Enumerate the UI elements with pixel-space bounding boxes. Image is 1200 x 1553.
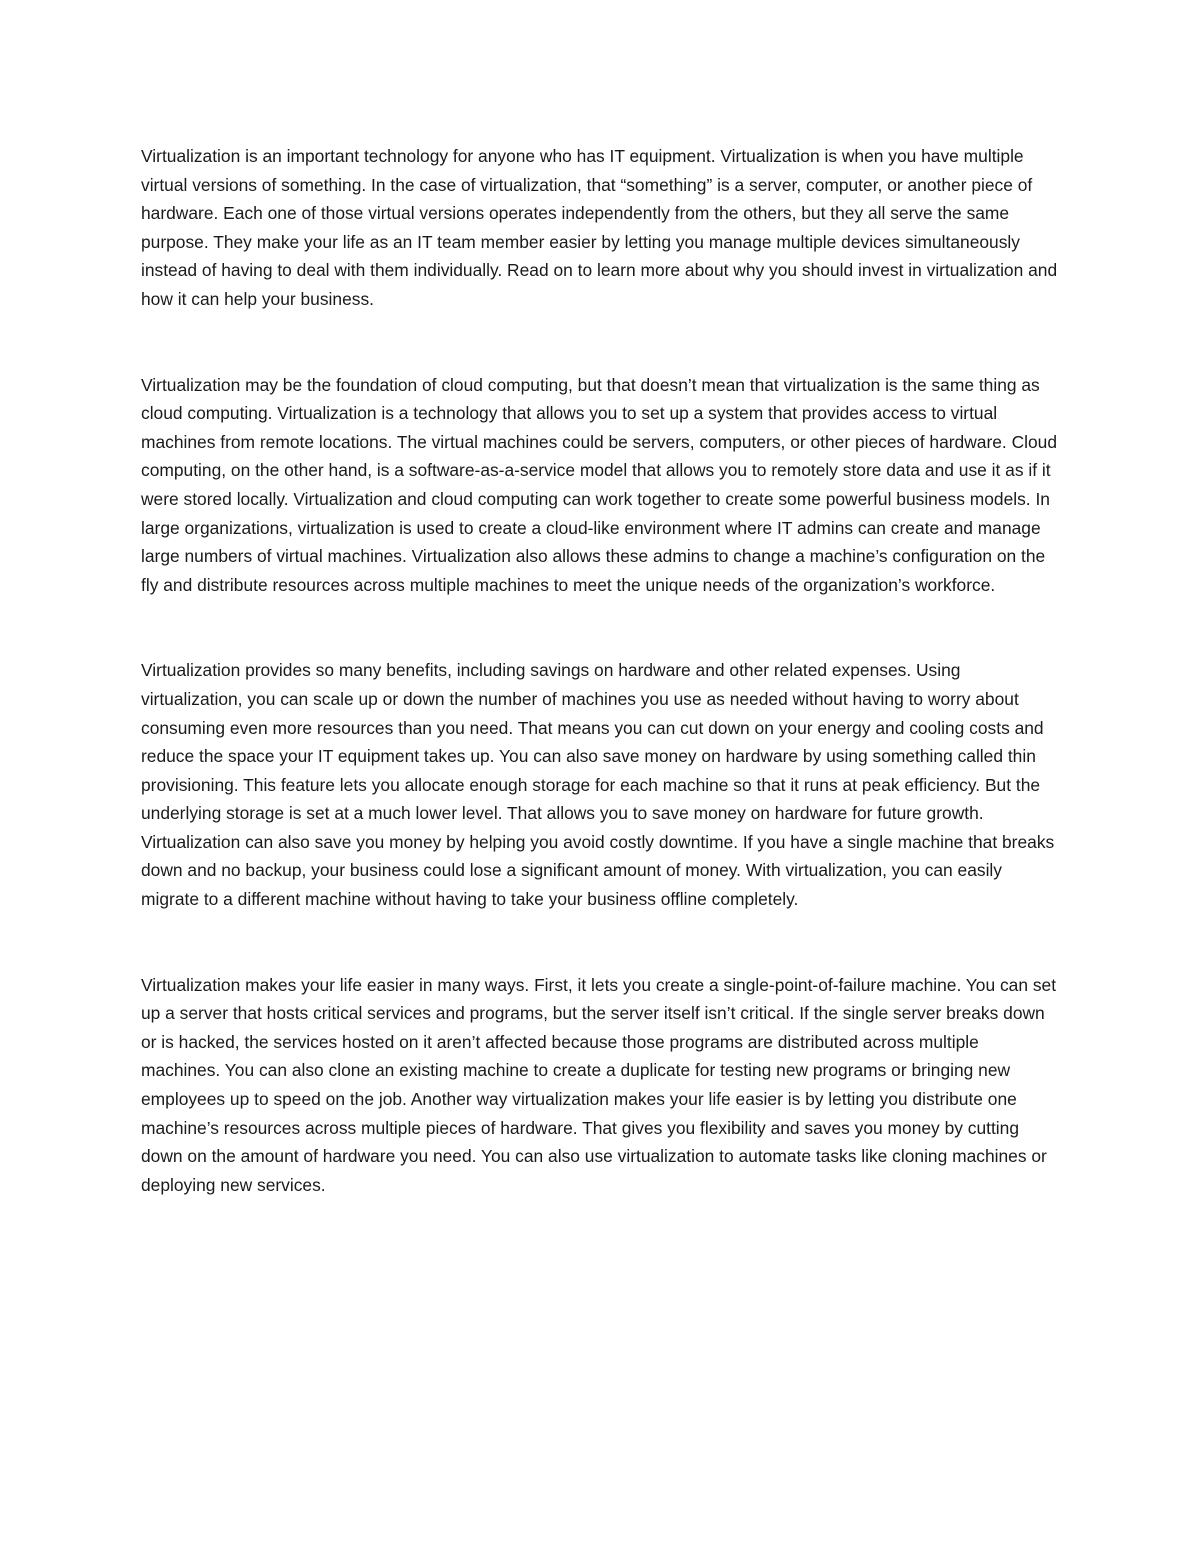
paragraph-benefits: Virtualization provides so many benefits, including savings on hardware and other related expenses. Using virtualization, you can scale up or down the number of machines you use as needed without having to worry about consuming even more resources than you need. That means you can cut down on your energy and cooling costs and reduce the space your IT equipment takes up. You can also save money on hardware by using something called thin provisioning. This feature lets you allocate enough storage for each machine so that it runs at peak efficiency. But the underlying storage is set at a much lower level. That allows you to save money on hardware for future growth. Virtualization can also save you money by helping you avoid costly downtime. If you have a single machine that breaks down and no backup, your business could lose a significant amount of money. With virtualization, you can easily migrate to a different machine without having to take your business offline completely.: [141, 660, 1055, 910]
paragraph-intro: Virtualization is an important technology for anyone who has IT equipment. Virtualization is when you have multiple virtual versions of something. In the case of virtualization, that “something” is a server, computer, or another piece of hardware. Each one of those virtual versions operates independently from the others, but they all serve the same purpose. They make your life as an IT team member easier by letting you manage multiple devices simultaneously instead of having to deal with them individually. Read on to learn more about why you should invest in virtualization and how it can help your business.: [141, 146, 1058, 309]
document-body: [141, 142, 1061, 1199]
paragraph-easier-life: Virtualization makes your life easier in many ways. First, it lets you create a single-point-of-failure machine. You can set up a server that hosts critical services and programs, but the server itself isn’t critical. If the single server breaks down or is hacked, the services hosted on it aren’t affected because those programs are distributed across multiple machines. You can also clone an existing machine to create a duplicate for testing new programs or bringing new employees up to speed on the job. Another way virtualization makes your life easier is by letting you distribute one machine’s resources across multiple pieces of hardware. That gives you flexibility and saves you money by cutting down on the amount of hardware you need. You can also use virtualization to automate tasks like cloning machines or deploying new services.: [141, 974, 1057, 1195]
paragraph-cloud-computing: Virtualization may be the foundation of cloud computing, but that doesn’t mean that virtualization is the same thing as cloud computing. Virtualization is a technology that allows you to set up a system that provides access to virtual machines from remote locations. The virtual machines could be servers, computers, or other pieces of hardware. Cloud computing, on the other hand, is a software-as-a-service model that allows you to remotely store data and use it as if it were stored locally. Virtualization and cloud computing can work together to create some powerful business models. In large organizations, virtualization is used to create a cloud-like environment where IT admins can create and manage large numbers of virtual machines. Virtualization also allows these admins to change a machine’s configuration on the fly and distribute resources across multiple machines to meet the unique needs of the organization’s workforce.: [141, 374, 1058, 595]
